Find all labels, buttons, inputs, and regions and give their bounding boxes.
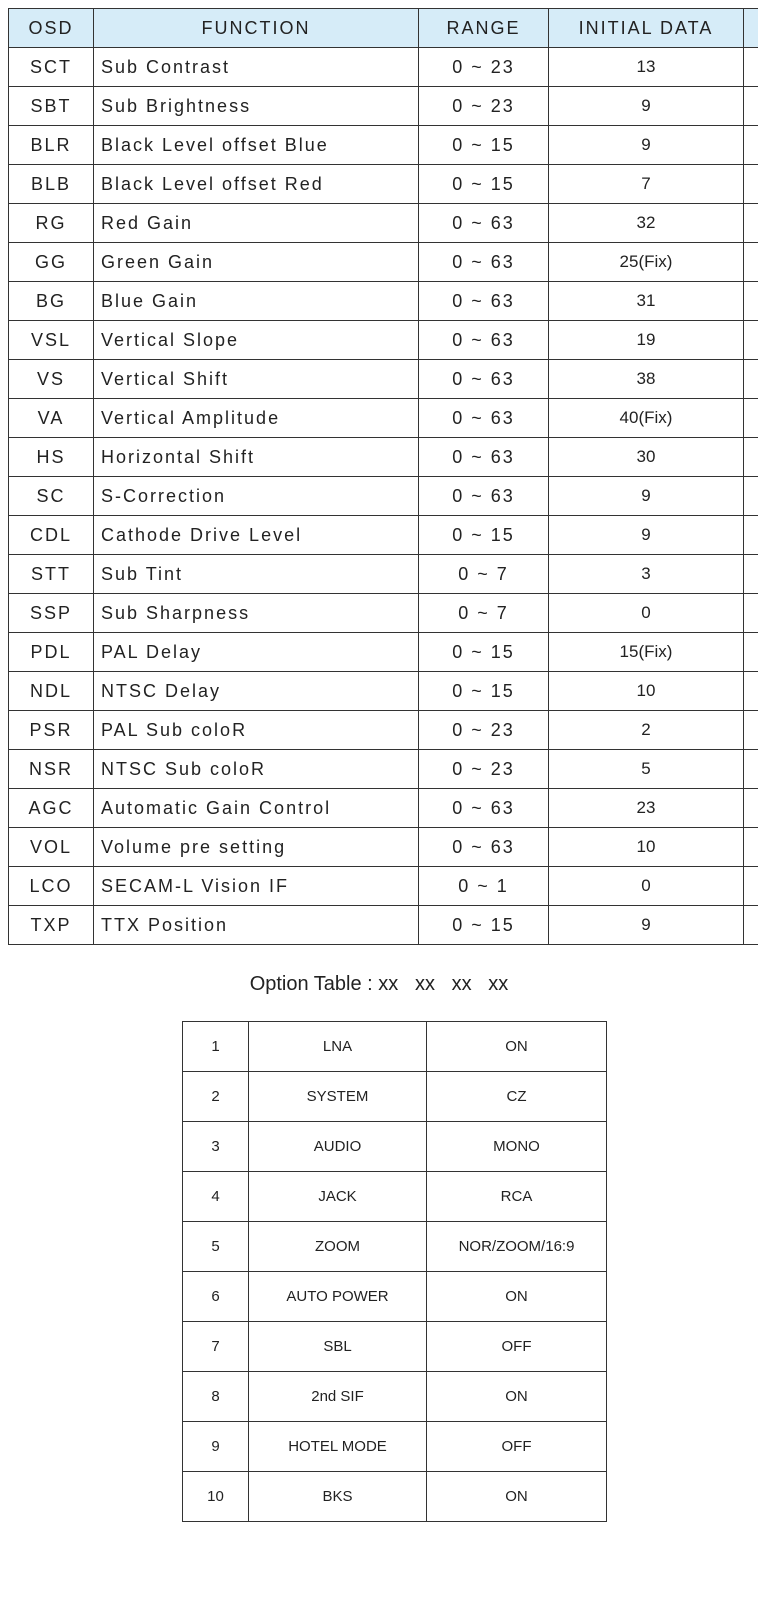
cutoff-cell — [744, 87, 758, 126]
initial-data-cell: 9 — [549, 906, 744, 945]
header-osd: OSD — [9, 9, 94, 48]
osd-cell: AGC — [9, 789, 94, 828]
table-row — [9, 867, 758, 906]
option-number: 2 — [183, 1072, 249, 1122]
function-cell: Vertical Shift — [94, 360, 419, 399]
osd-cell: BLB — [9, 165, 94, 204]
table-row — [9, 48, 758, 87]
osd-cell: TXP — [9, 906, 94, 945]
option-number: 4 — [183, 1172, 249, 1222]
table-header-row — [9, 9, 758, 48]
cutoff-cell — [744, 282, 758, 321]
cutoff-cell — [744, 48, 758, 87]
function-cell: Horizontal Shift — [94, 438, 419, 477]
initial-data-cell: 38 — [549, 360, 744, 399]
option-name: SBL — [249, 1322, 427, 1372]
osd-cell: CDL — [9, 516, 94, 555]
function-cell: Sub Brightness — [94, 87, 419, 126]
osd-cell: BG — [9, 282, 94, 321]
initial-data-cell: 9 — [549, 516, 744, 555]
cutoff-cell — [744, 438, 758, 477]
range-cell: 0 ~ 63 — [419, 282, 549, 321]
table-row — [9, 243, 758, 282]
option-value: NOR/ZOOM/16:9 — [427, 1222, 607, 1272]
initial-data-cell: 31 — [549, 282, 744, 321]
option-number: 8 — [183, 1372, 249, 1422]
initial-data-cell: 30 — [549, 438, 744, 477]
initial-data-cell: 7 — [549, 165, 744, 204]
table-row — [9, 906, 758, 945]
option-value: CZ — [427, 1072, 607, 1122]
option-row — [183, 1072, 607, 1122]
cutoff-cell — [744, 126, 758, 165]
range-cell: 0 ~ 7 — [419, 555, 549, 594]
function-cell: Green Gain — [94, 243, 419, 282]
cutoff-cell — [744, 243, 758, 282]
function-cell: Cathode Drive Level — [94, 516, 419, 555]
range-cell: 0 ~ 63 — [419, 321, 549, 360]
cutoff-cell — [744, 750, 758, 789]
header-function: FUNCTION — [94, 9, 419, 48]
cutoff-cell — [744, 165, 758, 204]
table-row — [9, 477, 758, 516]
option-row — [183, 1122, 607, 1172]
header-cutoff-column — [744, 9, 758, 48]
option-row — [183, 1022, 607, 1072]
option-value: ON — [427, 1372, 607, 1422]
range-cell: 0 ~ 23 — [419, 87, 549, 126]
osd-cell: RG — [9, 204, 94, 243]
option-value: RCA — [427, 1172, 607, 1222]
osd-cell: VOL — [9, 828, 94, 867]
option-value: OFF — [427, 1422, 607, 1472]
range-cell: 0 ~ 63 — [419, 243, 549, 282]
cutoff-cell — [744, 321, 758, 360]
table-row — [9, 789, 758, 828]
initial-data-cell: 32 — [549, 204, 744, 243]
cutoff-cell — [744, 204, 758, 243]
initial-data-cell: 9 — [549, 477, 744, 516]
initial-data-cell: 5 — [549, 750, 744, 789]
osd-cell: SCT — [9, 48, 94, 87]
range-cell: 0 ~ 7 — [419, 594, 549, 633]
range-cell: 0 ~ 23 — [419, 750, 549, 789]
range-cell: 0 ~ 1 — [419, 867, 549, 906]
range-cell: 0 ~ 63 — [419, 360, 549, 399]
cutoff-cell — [744, 516, 758, 555]
function-cell: Black Level offset Blue — [94, 126, 419, 165]
cutoff-cell — [744, 360, 758, 399]
option-row — [183, 1322, 607, 1372]
option-number: 10 — [183, 1472, 249, 1522]
option-value: ON — [427, 1272, 607, 1322]
option-name: LNA — [249, 1022, 427, 1072]
option-value: MONO — [427, 1122, 607, 1172]
option-name: JACK — [249, 1172, 427, 1222]
table-row — [9, 750, 758, 789]
initial-data-cell: 10 — [549, 672, 744, 711]
initial-data-cell: 10 — [549, 828, 744, 867]
table-row — [9, 87, 758, 126]
initial-data-cell: 13 — [549, 48, 744, 87]
function-cell: Red Gain — [94, 204, 419, 243]
osd-cell: PDL — [9, 633, 94, 672]
option-number: 3 — [183, 1122, 249, 1172]
function-cell: PAL Delay — [94, 633, 419, 672]
osd-cell: VA — [9, 399, 94, 438]
function-cell: S-Correction — [94, 477, 419, 516]
option-name: 2nd SIF — [249, 1372, 427, 1422]
function-cell: Automatic Gain Control — [94, 789, 419, 828]
header-initial-data: INITIAL DATA — [549, 9, 744, 48]
osd-cell: VS — [9, 360, 94, 399]
cutoff-cell — [744, 555, 758, 594]
initial-data-cell: 19 — [549, 321, 744, 360]
osd-cell: LCO — [9, 867, 94, 906]
function-cell: Volume pre setting — [94, 828, 419, 867]
function-cell: SECAM-L Vision IF — [94, 867, 419, 906]
table-row — [9, 204, 758, 243]
function-cell: Vertical Amplitude — [94, 399, 419, 438]
range-cell: 0 ~ 15 — [419, 906, 549, 945]
cutoff-cell — [744, 711, 758, 750]
range-cell: 0 ~ 15 — [419, 126, 549, 165]
option-row — [183, 1472, 607, 1522]
function-cell: PAL Sub coloR — [94, 711, 419, 750]
osd-cell: SBT — [9, 87, 94, 126]
option-value: OFF — [427, 1322, 607, 1372]
initial-data-cell: 23 — [549, 789, 744, 828]
option-number: 6 — [183, 1272, 249, 1322]
cutoff-cell — [744, 594, 758, 633]
option-number: 9 — [183, 1422, 249, 1472]
function-cell: NTSC Sub coloR — [94, 750, 419, 789]
option-name: AUTO POWER — [249, 1272, 427, 1322]
table-row — [9, 399, 758, 438]
initial-data-cell: 0 — [549, 594, 744, 633]
range-cell: 0 ~ 15 — [419, 633, 549, 672]
table-row — [9, 594, 758, 633]
osd-cell: HS — [9, 438, 94, 477]
range-cell: 0 ~ 15 — [419, 672, 549, 711]
osd-cell: BLR — [9, 126, 94, 165]
osd-cell: GG — [9, 243, 94, 282]
range-cell: 0 ~ 63 — [419, 399, 549, 438]
table-row — [9, 282, 758, 321]
range-cell: 0 ~ 23 — [419, 48, 549, 87]
initial-data-cell: 9 — [549, 126, 744, 165]
initial-data-cell: 3 — [549, 555, 744, 594]
range-cell: 0 ~ 63 — [419, 438, 549, 477]
table-row — [9, 360, 758, 399]
range-cell: 0 ~ 63 — [419, 828, 549, 867]
initial-data-cell: 25(Fix) — [549, 243, 744, 282]
range-cell: 0 ~ 63 — [419, 789, 549, 828]
option-name: HOTEL MODE — [249, 1422, 427, 1472]
function-cell: Sub Contrast — [94, 48, 419, 87]
initial-data-cell: 2 — [549, 711, 744, 750]
function-cell: TTX Position — [94, 906, 419, 945]
osd-cell: SC — [9, 477, 94, 516]
cutoff-cell — [744, 477, 758, 516]
function-cell: Sub Tint — [94, 555, 419, 594]
option-row — [183, 1222, 607, 1272]
range-cell: 0 ~ 23 — [419, 711, 549, 750]
table-row — [9, 126, 758, 165]
range-cell: 0 ~ 15 — [419, 516, 549, 555]
option-table — [182, 1021, 607, 1522]
option-name: SYSTEM — [249, 1072, 427, 1122]
range-cell: 0 ~ 63 — [419, 204, 549, 243]
table-row — [9, 438, 758, 477]
option-number: 1 — [183, 1022, 249, 1072]
function-cell: Vertical Slope — [94, 321, 419, 360]
header-range: RANGE — [419, 9, 549, 48]
option-number: 5 — [183, 1222, 249, 1272]
option-value: ON — [427, 1022, 607, 1072]
table-row — [9, 633, 758, 672]
table-row — [9, 672, 758, 711]
cutoff-cell — [744, 633, 758, 672]
cutoff-cell — [744, 789, 758, 828]
osd-cell: SSP — [9, 594, 94, 633]
function-cell: Sub Sharpness — [94, 594, 419, 633]
osd-cell: PSR — [9, 711, 94, 750]
option-name: BKS — [249, 1472, 427, 1522]
initial-data-cell: 0 — [549, 867, 744, 906]
osd-cell: STT — [9, 555, 94, 594]
option-name: ZOOM — [249, 1222, 427, 1272]
option-row — [183, 1422, 607, 1472]
range-cell: 0 ~ 63 — [419, 477, 549, 516]
table-row — [9, 516, 758, 555]
cutoff-cell — [744, 906, 758, 945]
table-row — [9, 711, 758, 750]
function-cell: Blue Gain — [94, 282, 419, 321]
option-row — [183, 1372, 607, 1422]
osd-cell: NDL — [9, 672, 94, 711]
cutoff-cell — [744, 828, 758, 867]
option-name: AUDIO — [249, 1122, 427, 1172]
initial-data-cell: 40(Fix) — [549, 399, 744, 438]
function-cell: NTSC Delay — [94, 672, 419, 711]
function-cell: Black Level offset Red — [94, 165, 419, 204]
cutoff-cell — [744, 399, 758, 438]
option-row — [183, 1272, 607, 1322]
initial-data-cell: 9 — [549, 87, 744, 126]
option-value: ON — [427, 1472, 607, 1522]
range-cell: 0 ~ 15 — [419, 165, 549, 204]
initial-data-cell: 15(Fix) — [549, 633, 744, 672]
option-number: 7 — [183, 1322, 249, 1372]
table-row — [9, 165, 758, 204]
option-row — [183, 1172, 607, 1222]
cutoff-cell — [744, 672, 758, 711]
table-row — [9, 321, 758, 360]
option-table-title: Option Table : xx xx xx xx — [249, 973, 509, 995]
cutoff-cell — [744, 867, 758, 906]
table-row — [9, 555, 758, 594]
osd-cell: VSL — [9, 321, 94, 360]
osd-adjustment-table — [8, 8, 758, 945]
osd-cell: NSR — [9, 750, 94, 789]
table-row — [9, 828, 758, 867]
